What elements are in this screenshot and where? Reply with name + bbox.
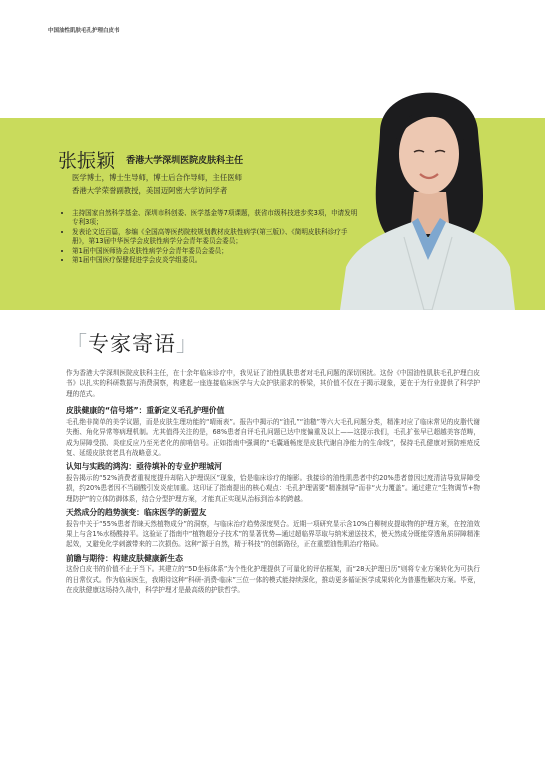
expert-title: 香港大学深圳医院皮肤科主任 — [126, 156, 244, 166]
achievement-item: • 发表论文近百篇，参编《全国高等医药院校规划教材皮肤性病学(第三版)》、《简明皮肤科诊疗手册》，第13届中华医学会皮肤性病学分会青年委员会委员； — [72, 228, 362, 247]
close-bracket: 」 — [176, 332, 198, 356]
intro-paragraph: 作为香港大学深圳医院皮肤科主任，在十余年临床诊疗中，我见证了油性肌肤患者对毛孔问题的深切困扰。这份《中国油性肌肤毛孔护理白皮书》以扎实的科研数据与消费洞察，构建起一座连接临床医学与大众护肤需求的桥梁，其价值不仅在于揭示现象，更在于为行业提供了科学护理的范式。 — [66, 369, 480, 398]
qualification-line: 香港大学荣誉副教授，美国迈阿密大学访问学者 — [72, 185, 228, 195]
section-title-text: 专家寄语 — [88, 332, 176, 356]
section-heading: 前瞻与期待：构建皮肤健康新生态 — [66, 553, 183, 563]
expert-name: 张振颖 — [58, 150, 116, 172]
section-paragraph: 这份白皮书的价值不止于当下。其建立的“5D坐标体系”为个性化护理提供了可量化的评估框架，而“28天护理日历”则将专业方案转化为可执行的日常仪式。作为临床医生，我期待这种“科研-消费-临床”三位一体的模式能持续深化，推动更多循证医学成果转化为普惠性解决方案。毕竟，在皮肤健康这场持久战中，科学护理才是最高级的护肤哲学。 — [66, 565, 480, 595]
achievement-item: • 第1届中国医师协会皮肤性病学分会青年委员会委员； — [72, 247, 362, 256]
section-paragraph: 毛孔绝非简单的美学议题，而是皮肤生理功能的“晴雨表”。报告中揭示的“油孔”“油糙”等六大毛孔问题分类，精准对应了临床常见的皮脂代谢失衡、角化异常等病理机制。尤其值得关注的是，68%患者自评毛孔问题已达中度偏重及以上——这提示我们，毛孔扩张早已超越美容范畴，成为屏障受损、炎症反应乃至光老化的前哨信号。正如指南中强调的“毛囊通畅度是皮肤代谢自净能力的生命线”，保持毛孔健康对预防痤疮反复、延缓皮肤衰老具有战略意义。 — [66, 417, 480, 457]
section-heading: 皮肤健康的“信号塔”：重新定义毛孔护理价值 — [66, 406, 225, 416]
expert-name-row — [58, 146, 243, 173]
qualification-line: 医学博士，博士生导师，博士后合作导师，主任医师 — [72, 173, 242, 182]
achievement-item: • 第1届中国医疗保健促进学会皮炎学组委员。 — [72, 256, 362, 265]
open-bracket: 「 — [66, 332, 88, 356]
achievement-item: • 主持国家自然科学基金、深圳市科创委、医学基金等7项课题，获省市级科技进步奖3项，申请发明专利3项； — [72, 209, 362, 228]
section-heading: 认知与实践的鸿沟：亟待填补的专业护理城河 — [66, 462, 222, 472]
running-head: 中国油性肌肤毛孔护理白皮书 — [48, 28, 120, 34]
section-heading: 天然成分的趋势演变：临床医学的新盟友 — [66, 508, 207, 518]
expert-achievements-list — [58, 209, 362, 265]
expert-qualifications — [72, 172, 242, 197]
expert-portrait — [340, 62, 515, 310]
section-paragraph: 报告中关于“55%患者青睐天然植物成分”的洞察，与临床治疗趋势深度契合。近期一项研究显示含10%白柳树皮提取物的护理方案，在控油效果上与含1%水杨酸持平。这验证了指南中“植物超分子技术”的显著优势—通过超临界萃取与纳米递送技术，使天然成分既能穿透角质屏障精准起效，又避免化学刺激带来的二次损伤。这种“源于自然，精于科技”的创新路径，正在重塑油性肌治疗格局。 — [66, 519, 480, 549]
section-paragraph: 报告揭示的“52%消费者重视度提升却陷入护理误区”现象，恰是临床诊疗的缩影。我接诊的油性肌患者中约20%患者曾因过度清洁导致屏障受损，约20%患者因不当刷酸引发炎症加重。这印证了指南提出的核心观点：毛孔护理需要“精准制导”而非“火力覆盖”。通过建立“生物调节+物理防护”的立体防御体系，结合分型护理方案，才能真正实现从治标到治本的跨越。 — [66, 473, 480, 503]
article-body — [66, 368, 480, 596]
section-title — [66, 328, 198, 358]
